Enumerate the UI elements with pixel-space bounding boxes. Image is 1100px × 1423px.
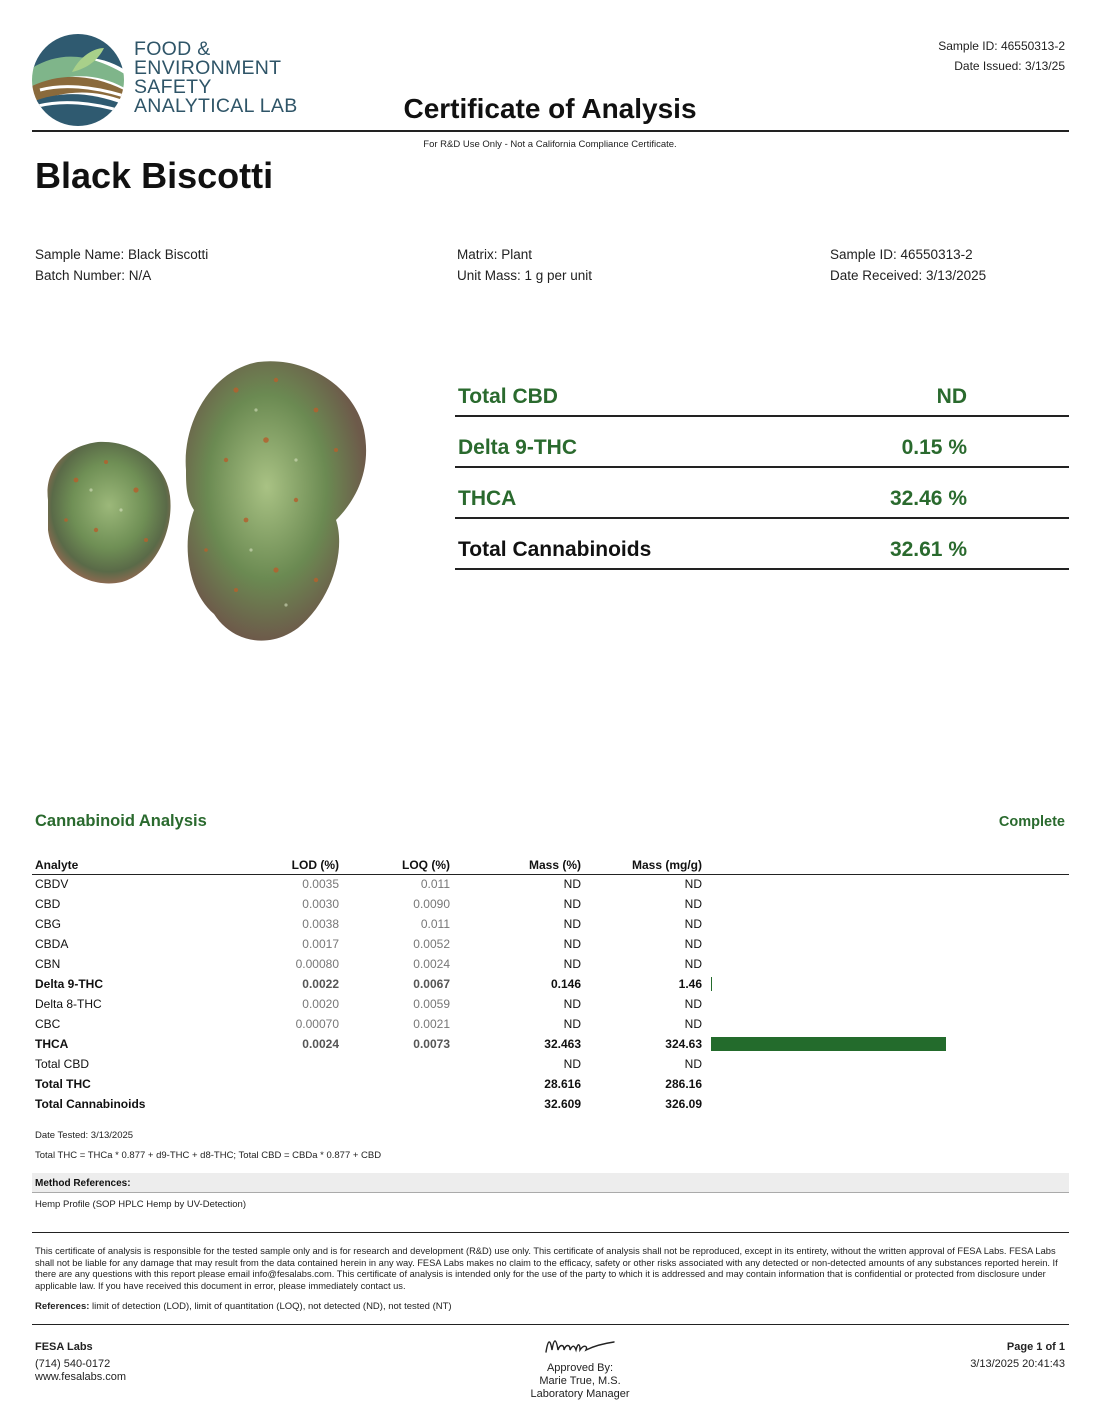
approver-name: Marie True, M.S. xyxy=(539,1375,621,1387)
cell-analyte: CBDA xyxy=(35,937,69,951)
cell-mass-mg: 326.09 xyxy=(665,1097,702,1111)
cell-mass-pct: ND xyxy=(563,1057,581,1071)
cell-bar xyxy=(705,974,1069,994)
cell-loq: 0.011 xyxy=(420,917,450,931)
rnd-note: For R&D Use Only - Not a California Compliance Certificate. xyxy=(423,139,677,150)
cell-loq: 0.0059 xyxy=(413,997,450,1011)
summary-value: 32.46 % xyxy=(889,487,967,510)
col-lod: LOD (%) xyxy=(262,856,342,874)
cell-lod: 0.00070 xyxy=(295,1017,339,1031)
mass-bar xyxy=(711,1037,946,1051)
cell-mass-mg: ND xyxy=(684,917,702,931)
cell-mass-mg: ND xyxy=(684,997,702,1011)
cell-bar xyxy=(705,1094,1069,1114)
table-header-row xyxy=(32,856,1069,874)
cell-lod: 0.0038 xyxy=(302,917,339,931)
cell-lod: 0.0020 xyxy=(302,997,339,1011)
summary-label: Total CBD xyxy=(458,385,558,408)
summary-label: THCA xyxy=(458,487,517,510)
analysis-title: Cannabinoid Analysis xyxy=(35,812,207,830)
cell-analyte: Total CBD xyxy=(35,1057,90,1071)
cell-bar xyxy=(705,1054,1069,1074)
cell-mass-pct: 32.609 xyxy=(544,1097,581,1111)
lab-logo-text: FOOD & ENVIRONMENT SAFETY ANALYTICAL LAB xyxy=(134,38,298,117)
analysis-status: Complete xyxy=(998,814,1065,830)
product-photo xyxy=(36,350,376,650)
cell-bar xyxy=(705,934,1069,954)
cell-analyte: CBN xyxy=(35,957,61,971)
cell-analyte: THCA xyxy=(35,1037,69,1051)
table-row xyxy=(32,1034,1069,1054)
footer-right xyxy=(970,1341,1065,1371)
cell-mass-pct: ND xyxy=(563,897,581,911)
cell-analyte: Total THC xyxy=(35,1077,91,1091)
cell-lod: 0.0024 xyxy=(302,1037,339,1051)
footer-left xyxy=(35,1341,126,1384)
header-date-issued: Date Issued: 3/13/25 xyxy=(954,59,1065,73)
cell-analyte: Delta 9-THC xyxy=(35,977,104,991)
cell-loq: 0.0052 xyxy=(413,937,450,951)
summary-label: Total Cannabinoids xyxy=(458,538,652,561)
col-analyte: Analyte xyxy=(32,856,262,874)
col-loq: LOQ (%) xyxy=(342,856,453,874)
col-mass-pct: Mass (%) xyxy=(453,856,584,874)
cell-loq: 0.0021 xyxy=(413,1017,450,1031)
cell-mass-pct: 32.463 xyxy=(544,1037,581,1051)
table-row xyxy=(32,974,1069,994)
disclaimer-divider-top xyxy=(32,1232,1069,1233)
summary-row-total-cbd xyxy=(455,365,1069,417)
cell-loq: 0.0067 xyxy=(413,977,450,991)
cell-lod: 0.00080 xyxy=(295,957,339,971)
cell-mass-mg: 324.63 xyxy=(665,1037,702,1051)
product-title: Black Biscotti xyxy=(35,155,274,196)
cell-analyte: CBD xyxy=(35,897,61,911)
table-row xyxy=(32,894,1069,914)
cell-loq: 0.011 xyxy=(420,877,450,892)
table-row xyxy=(32,914,1069,934)
references-note xyxy=(35,1301,452,1312)
cell-bar xyxy=(705,954,1069,974)
method-label: Method References: xyxy=(35,1178,131,1189)
cell-mass-pct: ND xyxy=(563,917,581,931)
cell-loq: 0.0090 xyxy=(413,897,450,911)
cannabinoid-table xyxy=(32,856,1069,1114)
footer-website: www.fesalabs.com xyxy=(35,1371,127,1383)
sample-name: Sample Name: Black Biscotti xyxy=(35,247,209,262)
cell-lod: 0.0030 xyxy=(302,897,339,911)
header-divider xyxy=(32,130,1069,132)
footer-phone: (714) 540-0172 xyxy=(35,1358,111,1370)
page-number: Page 1 of 1 xyxy=(1006,1341,1065,1353)
table-row xyxy=(32,1094,1069,1114)
cell-loq xyxy=(342,1094,453,1114)
table-row xyxy=(32,994,1069,1014)
cell-lod: 0.0022 xyxy=(302,977,339,991)
method-header-bar xyxy=(32,1173,1069,1193)
report-timestamp: 3/13/2025 20:41:43 xyxy=(970,1358,1065,1370)
summary-value: ND xyxy=(936,385,967,408)
unit-mass: Unit Mass: 1 g per unit xyxy=(457,268,593,283)
batch-number: Batch Number: N/A xyxy=(35,268,152,283)
cell-bar xyxy=(705,1074,1069,1094)
cell-analyte: Total Cannabinoids xyxy=(35,1097,146,1111)
table-row xyxy=(32,1074,1069,1094)
disclaimer-text: This certificate of analysis is responsible for the tested sample only and is for research and development (R&D) use only. This certificate of analysis shall not be reproduced, except in its entirety, without the written approval of FESA Labs. FESA Labs shall not be liable for any damage that may result from the data contained herein in any way. FESA Labs makes no claim to the efficacy, safety or other risks associated with any detected or non-detected amounts of any substances reported herein. If there are any questions with this report please email info@fesalabs.com. This certificate of analysis is intended only for the use of the party to which it is addressed and may contain information that is confidential or protected from disclosure under applicable law. If you have received this document in error, please immediately contact us. xyxy=(35,1246,1058,1291)
cell-analyte: CBDV xyxy=(35,877,69,892)
footer-divider xyxy=(32,1324,1069,1325)
header-meta xyxy=(938,36,1065,76)
summary-row-total-cannabinoids xyxy=(455,518,1069,570)
cell-lod: 0.0017 xyxy=(302,937,339,951)
date-received: Date Received: 3/13/2025 xyxy=(830,268,987,283)
cell-bar xyxy=(705,1034,1069,1054)
sample-id: Sample ID: 46550313-2 xyxy=(830,247,973,262)
method-text: Hemp Profile (SOP HPLC Hemp by UV-Detection) xyxy=(35,1199,247,1210)
cell-bar xyxy=(705,874,1069,894)
summary-value: 0.15 % xyxy=(901,436,967,459)
sample-info-middle xyxy=(457,244,592,286)
document-title: Certificate of Analysis xyxy=(403,93,697,124)
mass-bar xyxy=(711,977,712,991)
date-tested: Date Tested: 3/13/2025 xyxy=(35,1130,134,1141)
references-text: limit of detection (LOD), limit of quantitation (LOQ), not detected (ND), not tested (NT) xyxy=(89,1301,452,1312)
cell-mass-mg: 1.46 xyxy=(678,977,702,991)
cell-mass-pct: ND xyxy=(563,957,581,971)
col-bar xyxy=(705,856,1069,874)
cell-loq xyxy=(342,1054,453,1074)
table-body xyxy=(32,874,1069,1114)
col-mass-mg: Mass (mg/g) xyxy=(584,856,705,874)
summary-row-delta9-thc xyxy=(455,416,1069,468)
cell-bar xyxy=(705,914,1069,934)
footer-approval xyxy=(480,1334,680,1401)
cell-mass-mg: ND xyxy=(684,897,702,911)
header-sample-id: Sample ID: 46550313-2 xyxy=(938,39,1065,53)
table-row xyxy=(32,1014,1069,1034)
cell-analyte: Delta 8-THC xyxy=(35,997,102,1011)
approver-title: Laboratory Manager xyxy=(530,1388,630,1400)
cell-mass-pct: ND xyxy=(563,877,581,892)
cell-loq: 0.0073 xyxy=(413,1037,450,1051)
approved-by-label: Approved By: xyxy=(546,1362,614,1374)
cell-mass-mg: ND xyxy=(684,1057,702,1071)
cannabis-bud-image xyxy=(36,350,376,650)
cell-mass-pct: ND xyxy=(563,1017,581,1031)
cell-bar xyxy=(705,1014,1069,1034)
signature-image xyxy=(540,1334,620,1358)
table-row xyxy=(32,954,1069,974)
cell-mass-mg: ND xyxy=(684,937,702,951)
cell-mass-pct: ND xyxy=(563,997,581,1011)
cell-mass-pct: ND xyxy=(563,937,581,951)
cell-lod xyxy=(262,1054,342,1074)
cell-analyte: CBG xyxy=(35,917,62,931)
table-row xyxy=(32,874,1069,894)
sample-info-right xyxy=(830,244,986,286)
cell-mass-pct: 0.146 xyxy=(550,977,581,991)
summary-row-thca xyxy=(455,467,1069,519)
references-label: References: xyxy=(35,1301,90,1312)
cell-loq: 0.0024 xyxy=(413,957,450,971)
cell-loq xyxy=(342,1074,453,1094)
footer-company: FESA Labs xyxy=(35,1341,93,1353)
table-row xyxy=(32,1054,1069,1074)
cell-lod: 0.0035 xyxy=(302,877,339,892)
cell-analyte: CBC xyxy=(35,1017,61,1031)
table-row xyxy=(32,934,1069,954)
cell-mass-mg: ND xyxy=(684,957,702,971)
cell-mass-pct: 28.616 xyxy=(544,1077,581,1091)
formula-note: Total THC = THCa * 0.877 + d9-THC + d8-THC; Total CBD = CBDa * 0.877 + CBD xyxy=(35,1150,382,1161)
cell-mass-mg: ND xyxy=(684,877,702,892)
cell-mass-mg: ND xyxy=(684,1017,702,1031)
cell-mass-mg: 286.16 xyxy=(665,1077,702,1091)
matrix: Matrix: Plant xyxy=(457,247,533,262)
cell-lod xyxy=(262,1074,342,1094)
cell-bar xyxy=(705,994,1069,1014)
cell-lod xyxy=(262,1094,342,1114)
summary-label: Delta 9-THC xyxy=(458,436,578,459)
summary-value: 32.61 % xyxy=(889,538,967,561)
cell-bar xyxy=(705,894,1069,914)
sample-info-left xyxy=(35,244,208,286)
